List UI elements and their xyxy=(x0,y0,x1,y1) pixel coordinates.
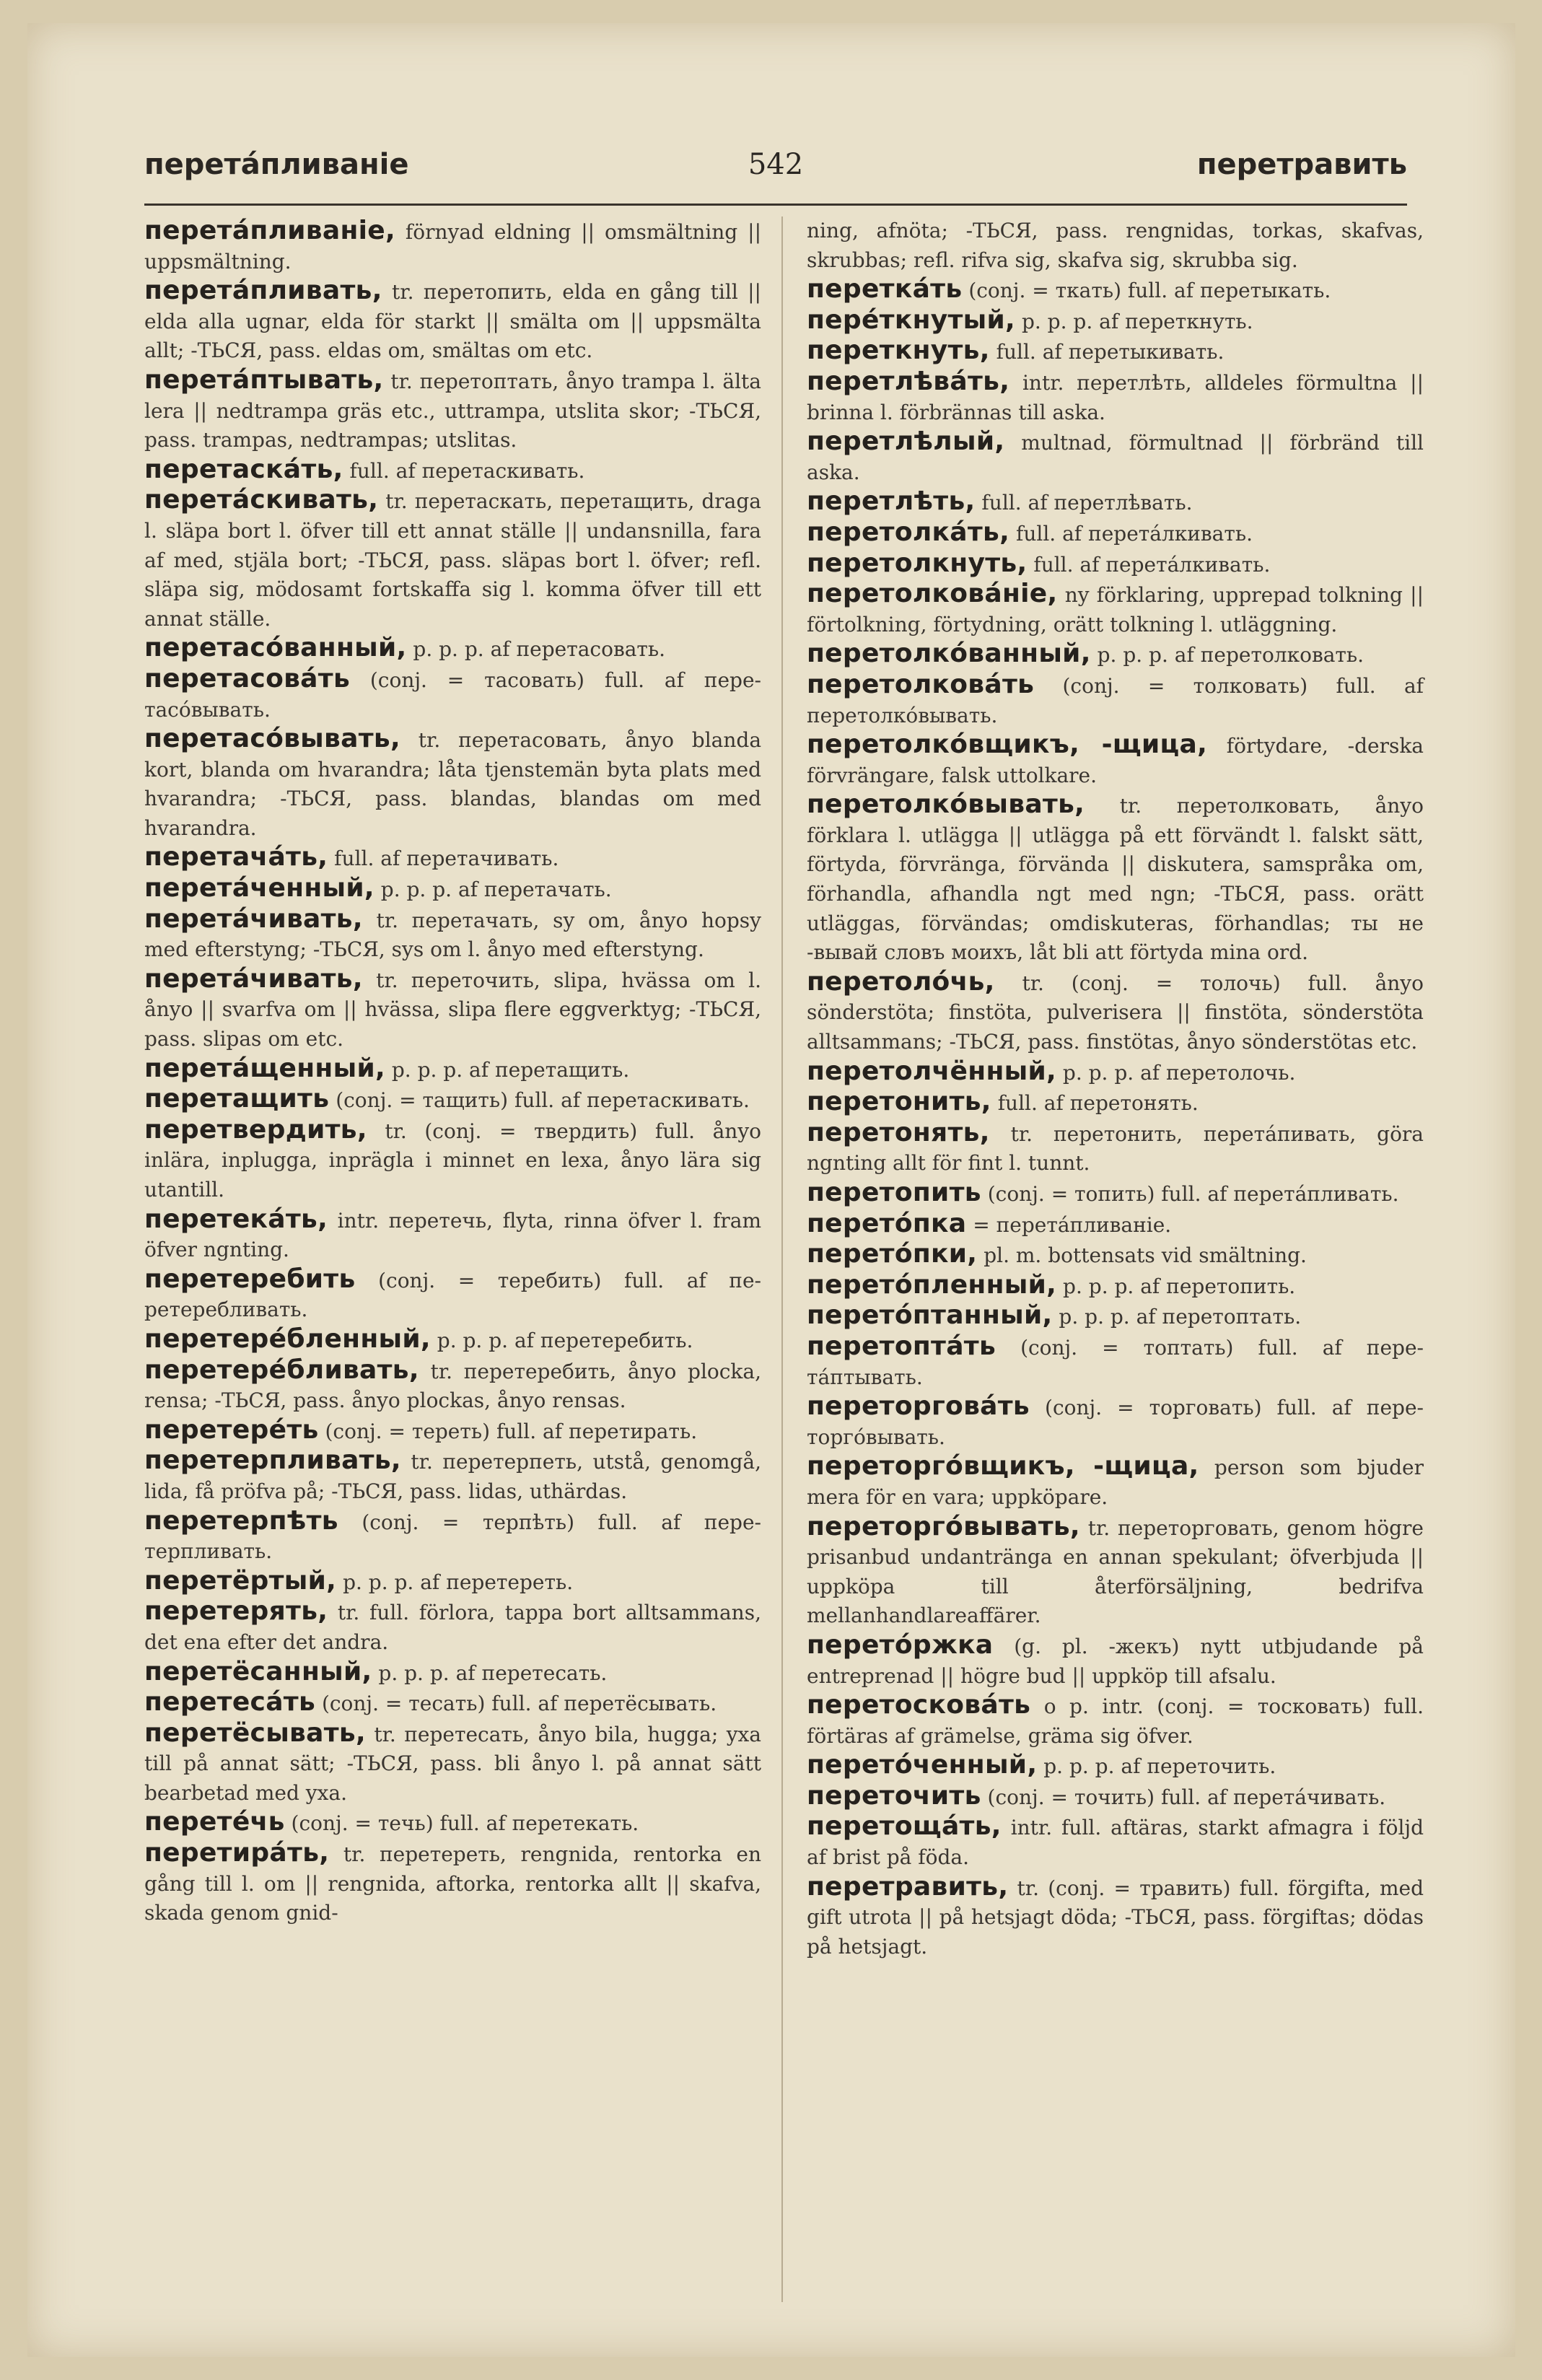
entry-headword: перетёсывать, xyxy=(144,1718,366,1748)
dictionary-entry xyxy=(144,1416,761,1447)
entry-headword: переткнуть, xyxy=(807,336,990,366)
dictionary-entry xyxy=(144,1325,761,1356)
entry-headword: перетёртый, xyxy=(144,1565,337,1596)
dictionary-entry xyxy=(807,1751,1424,1782)
entry-headword: переторгóвщикъ, -щица, xyxy=(807,1451,1199,1482)
dictionary-entry xyxy=(807,1271,1424,1302)
entry-headword: перетесáть xyxy=(144,1687,316,1718)
entry-definition: = перетáпливанiе. xyxy=(973,1212,1172,1237)
entry-definition: (g. pl. -жекъ) nytt utbjudande på entreprenad || högre bud || uppköp till afsalu. xyxy=(807,1634,1424,1688)
entry-definition: full. af перетаскивать. xyxy=(349,458,585,483)
entry-definition: tr. перетесать, ånyo bila, hugga; yxa till på annat sätt; -ТЬСЯ, pass. bli ånyo l. på annat sätt bearbetad med yxa. xyxy=(144,1722,761,1805)
entry-definition: full. af перетыкивать. xyxy=(996,340,1225,364)
entry-definition: full. af перетонять. xyxy=(997,1091,1199,1116)
entry-headword: перетеребить xyxy=(144,1264,356,1294)
entry-headword: перетолкáть, xyxy=(807,517,1010,547)
entry-headword: перетачáть, xyxy=(144,842,328,872)
entry-definition: intr. перетлѣть, alldeles förmultna || brinna l. förbrännas till aska. xyxy=(807,370,1424,424)
entry-headword: перетерéть xyxy=(144,1414,319,1445)
dictionary-entry xyxy=(144,1688,761,1719)
entry-headword: перéткнутый, xyxy=(807,305,1016,335)
dictionary-entry xyxy=(807,730,1424,790)
dictionary-entry xyxy=(807,275,1424,306)
header-right-word: перетравить xyxy=(1196,148,1407,181)
dictionary-entry xyxy=(807,1209,1424,1241)
entry-headword: перетáпливанiе, xyxy=(144,216,395,245)
entry-definition: (conj. = толковать) full. af перетолкóвывать. xyxy=(807,673,1424,727)
entry-headword: перетасовáть xyxy=(144,663,351,694)
entry-definition: (conj. = теребить) full. af перетеребливать. xyxy=(144,1268,761,1322)
entry-definition: intr. full. aftäras, starkt afmagra i följd af brist på föda. xyxy=(807,1816,1424,1870)
dictionary-entry xyxy=(807,1631,1424,1691)
dictionary-entry xyxy=(807,790,1424,968)
entry-definition: tr. (conj. = толочь) full. ånyo sönderstöta; finstöta, pulverisera || finstöta, sönderstöta alltsammans; -ТЬСЯ, pass. finstötas, ånyo sönderstötas etc. xyxy=(807,971,1424,1054)
entry-headword: перетáптывать, xyxy=(144,364,384,395)
header-rule xyxy=(144,204,1407,206)
entry-definition: förnyad eldning || omsmältning || uppsmältning. xyxy=(144,220,762,274)
entry-definition: o p. intr. (conj. = тосковать) full. förtäras af grämelse, gräma sig öfver. xyxy=(807,1694,1424,1748)
dictionary-entry xyxy=(144,1446,761,1506)
dictionary-entry xyxy=(807,306,1424,337)
dictionary-entry xyxy=(144,665,761,725)
entry-definition: (conj. = ткать) full. af перетыкать. xyxy=(968,279,1331,303)
dictionary-entry xyxy=(144,216,761,276)
dictionary-entry xyxy=(807,1240,1424,1271)
entry-headword: перетáпливать, xyxy=(144,276,382,306)
running-header xyxy=(144,148,1407,191)
dictionary-entry xyxy=(144,1567,761,1598)
entry-definition: p. p. p. af перетолочь. xyxy=(1062,1060,1296,1085)
entry-headword: перетолкóванный, xyxy=(807,639,1091,669)
entry-definition: förtydare, -derska förvrängare, falsk uttolkare. xyxy=(807,734,1424,787)
dictionary-entry xyxy=(144,725,761,843)
entry-definition: tr. перетонить, перетáпивать, göra ngnting allt för fint l. tunnt. xyxy=(807,1121,1424,1176)
page-number: 542 xyxy=(748,148,804,181)
dictionary-entry xyxy=(807,1178,1424,1209)
dictionary-entry xyxy=(807,487,1424,518)
dictionary-entry xyxy=(807,1057,1424,1088)
entry-definition: tr. перетолковать, ånyo förklara l. utlägga || utlägga på ett förvändt l. falskt sätt, förtyda, förvränga, förvända || diskutera, samspråka om, förhandla, afhandla ngt med ngn; -ТЬСЯ, pass. orätt utläggas, förvändas; omdiskuteras, förhandlas; ты не -вывай словъ моихъ, låt bli att förtyda mina ord. xyxy=(807,794,1424,965)
entry-headword: перетирáть, xyxy=(144,1838,330,1868)
entry-headword: перетопить xyxy=(807,1178,981,1207)
entry-definition: full. af перетáлкивать. xyxy=(1015,521,1253,546)
entry-definition: p. p. p. af перетереть. xyxy=(343,1570,574,1594)
dictionary-entry xyxy=(807,579,1424,639)
entry-headword: перетонить, xyxy=(807,1087,991,1117)
entry-headword: перетолковáть xyxy=(807,669,1035,699)
entry-definition: (conj. = топить) full. af перетáпливать. xyxy=(987,1182,1399,1206)
entry-headword: перетравить, xyxy=(807,1871,1009,1902)
entry-definition: tr. переторговать, genom högre prisanbud undantränga en annan spekulant; öfverbjuda || uppköpa till återförsäljning, bedrifva mellanhandlareaffärer. xyxy=(807,1515,1424,1628)
entry-definition: p. p. p. af перетеребить. xyxy=(437,1328,693,1352)
dictionary-entry xyxy=(807,1812,1424,1872)
entry-headword: перетощáть, xyxy=(807,1811,1002,1842)
entry-definition: tr. перетаскать, перетащить, draga l. släpa bort l. öfver till ett annat ställe || undansnilla, fara af med, stjäla bort; -ТЬСЯ, pass. släpas bort l. öfver; refl. släpa sig, mödosamt fortskaffa sig l. komma öfver till ett annat ställe. xyxy=(144,489,761,631)
entry-definition: multnad, förmultnad || förbränd till aska. xyxy=(807,431,1424,484)
entry-definition: (conj. = тащить) full. af перетаскивать. xyxy=(336,1088,750,1113)
entry-definition: (conj. = течь) full. af перетекать. xyxy=(291,1811,639,1836)
dictionary-entry xyxy=(144,1085,761,1116)
entry-definition: p. p. p. af переткнуть. xyxy=(1021,309,1253,333)
entry-definition: ny förklaring, upprepad tolkning || förtolkning, förtydning, orätt tolkning l. utläggning. xyxy=(807,583,1424,636)
entry-definition: tr. перетачать, sy om, ånyo hopsy med efterstyng; -ТЬСЯ, sys om l. ånyo med efterstyng. xyxy=(144,908,761,962)
entry-headword: перетерять, xyxy=(144,1596,328,1627)
entry-definition: p. p. p. af перетачать. xyxy=(380,878,612,902)
dictionary-entry xyxy=(144,1054,761,1085)
entry-headword: переторгóвывать, xyxy=(807,1511,1080,1541)
dictionary-entry xyxy=(807,1782,1424,1813)
entry-definition: (conj. = тасовать) full. af перетасóвывать. xyxy=(144,668,761,722)
right-column xyxy=(807,216,1424,1961)
dictionary-entry xyxy=(807,670,1424,730)
dictionary-entry xyxy=(807,216,1424,275)
entry-headword: перетонять, xyxy=(807,1117,990,1147)
entry-headword: перетерпливать, xyxy=(144,1445,401,1476)
entry-definition: person som bjuder mera för en vara; uppköpare. xyxy=(807,1456,1424,1509)
entry-headword: перетерéбленный, xyxy=(144,1324,431,1354)
entry-definition: full. af перетлѣвать. xyxy=(981,491,1193,515)
entry-headword: перетёсанный, xyxy=(144,1656,372,1686)
entry-headword: перетолóчь, xyxy=(807,966,995,997)
entry-headword: перетáчивать, xyxy=(144,963,363,994)
entry-definition: p. p. p. af переточить. xyxy=(1043,1754,1276,1779)
dictionary-entry xyxy=(144,276,761,366)
dictionary-entry xyxy=(807,549,1424,580)
dictionary-entry xyxy=(144,1719,761,1808)
entry-definition: p. p. p. af перетащить. xyxy=(391,1057,630,1082)
entry-headword: перетерпѣть xyxy=(144,1505,338,1536)
entry-headword: перетолкнуть, xyxy=(807,548,1028,578)
entry-definition: tr. перетоптать, ånyo trampa l. älta lera || nedtrampa gräs etc., uttrampa, utslita skor; -ТЬСЯ, pass. trampas, nedtrampas; utslitas. xyxy=(144,369,761,452)
entry-definition: tr. (conj. = твердить) full. ånyo inlära, inplugga, inprägla i minnet en lexa, ånyo lära sig utantill. xyxy=(144,1119,761,1202)
dictionary-entry xyxy=(144,1205,761,1265)
entry-definition: full. af перетáлкивать. xyxy=(1033,552,1271,577)
entry-headword: перетаскáть, xyxy=(144,454,343,484)
entry-headword: переторговáть xyxy=(807,1391,1030,1422)
dictionary-entry xyxy=(807,1088,1424,1119)
entry-headword: перетáскивать, xyxy=(144,485,379,515)
entry-headword: перетекáть, xyxy=(144,1204,328,1234)
entry-definition: p. p. p. af перетопить. xyxy=(1063,1274,1296,1298)
dictionary-entry xyxy=(144,455,761,486)
entry-definition: full. af перетачивать. xyxy=(334,846,559,871)
dictionary-entry xyxy=(144,1116,761,1205)
dictionary-entry xyxy=(807,336,1424,367)
entry-headword: переткáть xyxy=(807,274,963,305)
dictionary-entry xyxy=(807,427,1424,487)
entry-definition: tr. перетерпеть, utstå, genomgå, lida, få pröfva på; -ТЬСЯ, pass. lidas, uthärdas. xyxy=(144,1450,761,1503)
entry-headword: перетвердить, xyxy=(144,1114,367,1145)
entry-definition: tr. перетеребить, ånyo plocka, rensa; -ТЬСЯ, pass. ånyo plockas, ånyo rensas. xyxy=(144,1359,761,1413)
entry-definition: tr. переточить, slipa, hvässa om l. ånyo || svarfva om || hvässa, slipa flere eggverktyg; -ТЬСЯ, pass. slipas om etc. xyxy=(144,968,761,1051)
column-divider xyxy=(781,216,783,2302)
dictionary-entry xyxy=(807,1691,1424,1751)
entry-headword: перетáченный, xyxy=(144,873,374,904)
entry-headword: перетосковáть xyxy=(807,1690,1031,1720)
dictionary-entry xyxy=(144,874,761,905)
entry-headword: перетасóванный, xyxy=(144,633,407,663)
dictionary-entry xyxy=(807,1119,1424,1178)
header-left-word: перетáпливанiе xyxy=(144,148,409,181)
entry-definition: ning, afnöta; -ТЬСЯ, pass. rengnidas, torkas, skafvas, skrubbas; refl. rifva sig, skafva sig, skrubba sig. xyxy=(807,219,1424,272)
entry-headword: перетолкóвывать, xyxy=(807,789,1085,820)
entry-definition: intr. перетечь, flyta, rinna öfver l. fram öfver ngnting. xyxy=(144,1208,762,1262)
entry-definition: pl. m. bottensats vid smältning. xyxy=(984,1243,1307,1268)
dictionary-entry xyxy=(144,1265,761,1325)
entry-definition: (conj. = торговать) full. af переторгóвывать. xyxy=(807,1396,1424,1449)
dictionary-entry xyxy=(807,1392,1424,1452)
dictionary-entry xyxy=(807,367,1424,427)
dictionary-entry xyxy=(144,1839,761,1928)
dictionary-entry xyxy=(144,965,761,1054)
entry-headword: перетлѣть, xyxy=(807,486,976,517)
entry-definition: (conj. = терпѣть) full. af перетерпливать. xyxy=(144,1510,761,1564)
dictionary-entry xyxy=(144,486,761,634)
entry-definition: tr. (conj. = травить) full. förgifta, med gift utrota || på hetsjagt döda; -ТЬСЯ, pass. förgiftas; dödas på hetsjagt. xyxy=(807,1876,1424,1959)
entry-headword: перетерéбливать, xyxy=(144,1355,419,1385)
entry-definition: p. p. p. af перетесать. xyxy=(378,1661,608,1685)
dictionary-entry xyxy=(144,366,761,455)
entry-headword: перетáщенный, xyxy=(144,1053,385,1083)
entry-headword: переточить xyxy=(807,1780,981,1811)
entry-definition: tr. перетереть, rengnida, rentorka en gång till l. om || rengnida, aftorka, rentorka allt || skafva, skada genom gnid- xyxy=(144,1842,761,1925)
entry-headword: перетóржка xyxy=(807,1629,994,1660)
entry-definition: tr. перетопить, elda en gång till || elda alla ugnar, elda för starkt || smälta om || uppsmälta allt; -ТЬСЯ, pass. eldas om, smältas om etc. xyxy=(144,280,761,363)
dictionary-entry xyxy=(807,1332,1424,1392)
entry-headword: перетóпка xyxy=(807,1208,967,1238)
entry-definition: p. p. p. af перетолковать. xyxy=(1097,643,1364,668)
entry-definition: (conj. = тесать) full. af перетёсывать. xyxy=(321,1692,717,1716)
entry-headword: перетолкóвщикъ, -щица, xyxy=(807,730,1208,760)
entry-headword: перетлѣвáть, xyxy=(807,366,1010,396)
dictionary-entry xyxy=(807,1873,1424,1962)
dictionary-entry xyxy=(807,1301,1424,1332)
entry-definition: (conj. = точить) full. af перетáчивать. xyxy=(987,1785,1386,1809)
entry-headword: перетлѣлый, xyxy=(807,426,1005,457)
entry-definition: tr. full. förlora, tappa bort alltsammans, det ena efter det andra. xyxy=(144,1601,761,1654)
entry-headword: перетасóвывать, xyxy=(144,724,400,754)
entry-definition: tr. перетасовать, ånyo blanda kort, blanda om hvarandra; låta tjenstemän byta plats med hvarandra; -ТЬСЯ, pass. blandas, blandas om med hvarandra. xyxy=(144,728,762,840)
entry-headword: перетолковáнiе, xyxy=(807,579,1058,609)
dictionary-entry xyxy=(144,1597,761,1657)
entry-headword: перетéчь xyxy=(144,1807,285,1837)
entry-definition: p. p. p. af перетасовать. xyxy=(413,637,666,662)
dictionary-entry xyxy=(807,518,1424,549)
dictionary-entry xyxy=(144,1356,761,1416)
dictionary-entry xyxy=(144,1808,761,1839)
entry-headword: перетащить xyxy=(144,1084,330,1114)
dictionary-entry xyxy=(144,634,761,665)
dictionary-entry xyxy=(144,1507,761,1567)
entry-definition: p. p. p. af перетоптать. xyxy=(1059,1305,1302,1329)
dictionary-entry xyxy=(807,1452,1424,1512)
dictionary-entry xyxy=(807,968,1424,1057)
dictionary-entry xyxy=(144,1658,761,1689)
entry-headword: перетóпленный, xyxy=(807,1269,1057,1300)
dictionary-entry xyxy=(807,1513,1424,1631)
dictionary-entry xyxy=(144,843,761,874)
dictionary-entry xyxy=(807,639,1424,670)
entry-definition: (conj. = топтать) full. af перетáптывать. xyxy=(807,1335,1424,1389)
entry-headword: перетоптáть xyxy=(807,1331,996,1361)
entry-headword: перетолчённый, xyxy=(807,1056,1056,1086)
entry-headword: перетáчивать, xyxy=(144,904,363,934)
entry-headword: перетóченный, xyxy=(807,1750,1038,1780)
entry-headword: перетóптанный, xyxy=(807,1300,1053,1331)
entry-definition: (conj. = тереть) full. af перетирать. xyxy=(325,1419,698,1443)
dictionary-entry xyxy=(144,905,761,965)
left-column xyxy=(144,216,761,1928)
entry-headword: перетóпки, xyxy=(807,1239,978,1269)
